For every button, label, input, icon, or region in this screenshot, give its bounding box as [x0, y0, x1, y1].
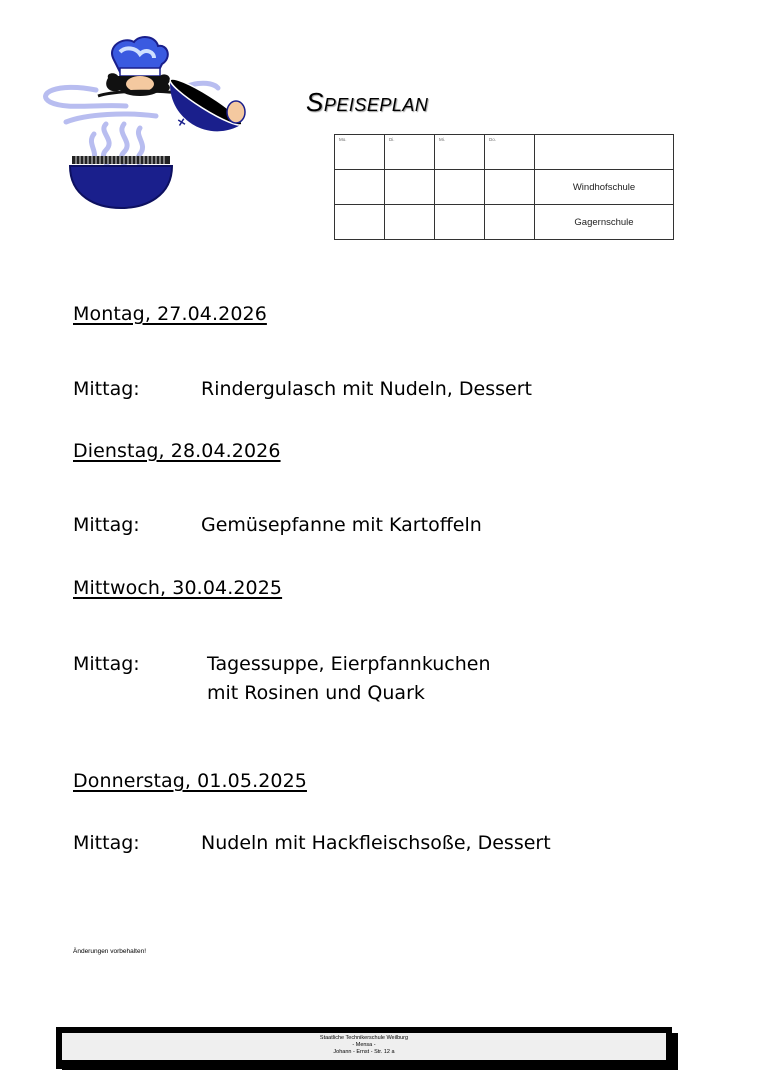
meal-text: Tagessuppe, Eierpfannkuchen — [207, 653, 491, 675]
footer-address-box — [56, 1027, 672, 1069]
day-heading-thursday: Donnerstag, 01.05.2025 — [73, 770, 307, 792]
table-row — [335, 205, 674, 240]
table-cell — [485, 205, 535, 240]
meal-text-block — [207, 650, 491, 708]
school-name-cell: Gagernschule — [535, 205, 674, 240]
table-cell — [335, 205, 385, 240]
page-title: Speiseplan — [306, 87, 429, 117]
day-heading-tuesday: Dienstag, 28.04.2026 — [73, 440, 281, 462]
table-cell — [435, 205, 485, 240]
day-abbreviation: Do. — [489, 137, 497, 142]
day-abbreviation: Mi. — [439, 137, 445, 142]
footer-line: Johann - Ernst - Str. 12 a — [333, 1049, 395, 1055]
meal-label: Mittag: — [73, 378, 140, 400]
school-name-cell: Windhofschule — [535, 170, 674, 205]
meal-text: Nudeln mit Hackfleischsoße, Dessert — [201, 832, 551, 854]
school-name-cell — [535, 135, 674, 170]
meal-label: Mittag: — [73, 832, 140, 854]
meal-row-monday — [73, 375, 532, 404]
meal-text: mit Rosinen und Quark — [207, 682, 425, 704]
meal-label: Mittag: — [73, 514, 140, 536]
footer-line: Staatliche Technikerschule Weilburg — [319, 1035, 409, 1041]
schedule-table — [334, 134, 674, 240]
table-cell — [485, 135, 535, 170]
meal-row-thursday — [73, 829, 551, 858]
meal-row-wednesday — [73, 650, 491, 708]
disclaimer-note: Änderungen vorbehalten! — [73, 948, 147, 955]
table-cell — [335, 170, 385, 205]
meal-text: Rindergulasch mit Nudeln, Dessert — [201, 378, 532, 400]
table-cell — [485, 170, 535, 205]
meal-row-tuesday — [73, 511, 482, 540]
meal-label: Mittag: — [73, 653, 140, 675]
day-abbreviation: Mo. — [339, 137, 347, 142]
table-cell — [335, 135, 385, 170]
chef-logo-icon — [36, 32, 262, 212]
table-cell — [435, 170, 485, 205]
table-row — [335, 170, 674, 205]
meal-text: Gemüsepfanne mit Kartoffeln — [201, 514, 482, 536]
table-cell — [385, 205, 435, 240]
day-abbreviation: Di. — [389, 137, 395, 142]
table-row — [335, 135, 674, 170]
footer-line: - Mensa - — [352, 1042, 376, 1048]
day-heading-wednesday: Mittwoch, 30.04.2025 — [73, 577, 283, 599]
table-cell — [385, 135, 435, 170]
table-cell — [385, 170, 435, 205]
table-cell — [435, 135, 485, 170]
day-heading-monday: Montag, 27.04.2026 — [73, 303, 267, 325]
